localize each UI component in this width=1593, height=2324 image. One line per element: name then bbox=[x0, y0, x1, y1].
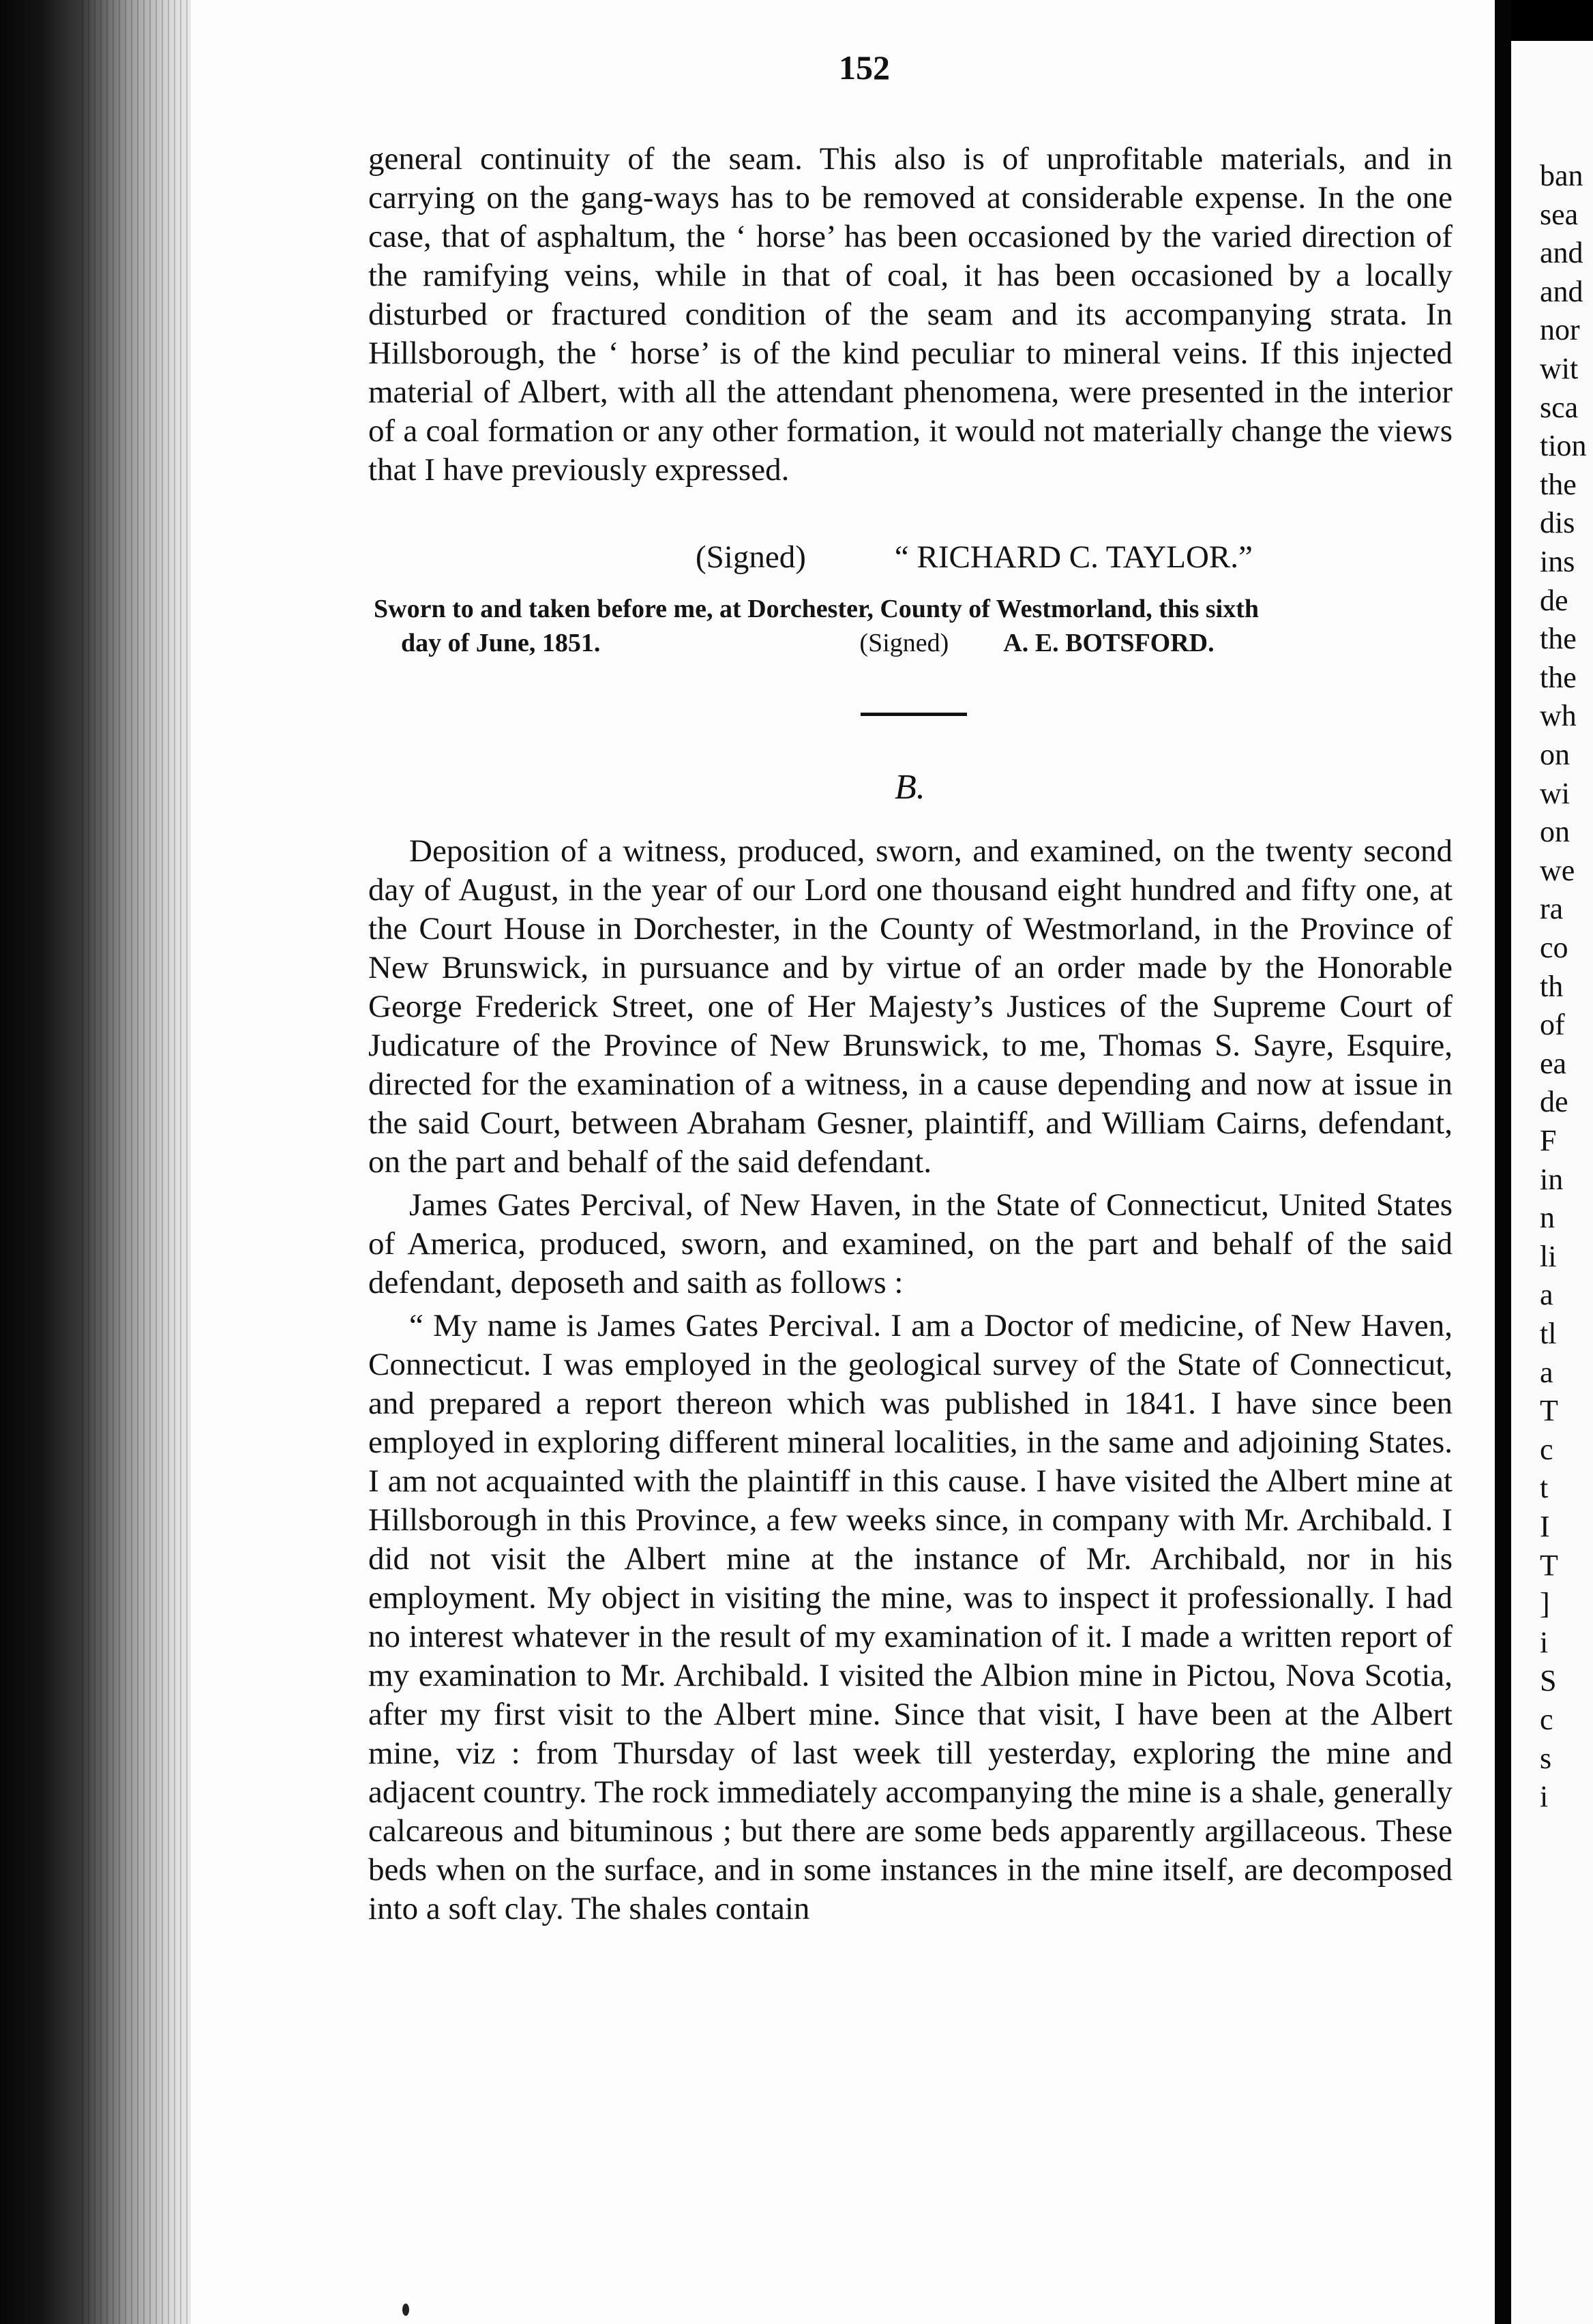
facing-page-line: t bbox=[1540, 1471, 1549, 1505]
testimony-paragraph: “ My name is James Gates Percival. I am a Doctor of medicine, of New Haven, Connecticut. I was employed in the geological survey of the State of Connecticut, and prepared a report thereon which was published in 1841. I have since been employed in exploring different mineral localities, in the same and adjoining States. I am not acquainted with the plaintiff in this cause. I have visited the Albert mine at Hillsborough in this Province, a few weeks since, in company with Mr. Archibald. I did not visit the Albert mine at the instance of Mr. Archibald, nor in his employment. My object in visiting the mine, was to inspect it professionally. I had no interest whatever in the result of my examination of it. I made a written report of my examination to Mr. Archibald. I visited the Albion mine in Pictou, Nova Scotia, after my first visit to the Albert mine. Since that visit, I have been at the Albert mine, viz : from Thursday of last week till yesterday, exploring the mine and adjacent country. The rock immediately accompanying the mine is a shale, generally calcareous and bituminous ; but there are some beds apparently argillaceous. These beds when on the surface, and in some instances in the mine itself, are decomposed into a soft clay. The shales contain bbox=[368, 1308, 1453, 1926]
facing-page-line: n bbox=[1540, 1201, 1555, 1235]
facing-page-line: sca bbox=[1540, 390, 1579, 424]
facing-page-line: wh bbox=[1540, 699, 1577, 733]
facing-page-line: de bbox=[1540, 583, 1568, 617]
facing-page-line: i bbox=[1540, 1625, 1549, 1659]
facing-page-line: on bbox=[1540, 815, 1570, 849]
facing-page-line: wi bbox=[1540, 776, 1570, 810]
ink-speck bbox=[402, 2304, 409, 2316]
facing-page-line: c bbox=[1540, 1432, 1553, 1466]
facing-page-line: de bbox=[1540, 1085, 1568, 1119]
section-divider bbox=[861, 713, 967, 716]
facing-page-shadow bbox=[1495, 0, 1511, 2324]
deposition-body bbox=[368, 832, 1453, 1928]
sworn-signed-label: (Signed) bbox=[859, 629, 949, 657]
facing-page-line: ea bbox=[1540, 1046, 1567, 1080]
facing-page-line: T bbox=[1540, 1548, 1558, 1582]
facing-page-fragment bbox=[1511, 41, 1593, 2324]
facing-page-line: I bbox=[1540, 1510, 1550, 1543]
page-edges bbox=[82, 0, 191, 2324]
top-paragraph: general continuity of the seam. This also is of unprofitable materials, and in carrying on the gang-ways has to be removed at considerable expense. In the one case, that of asphaltum, the ‘ horse’ has been occasioned by the varied direction of the ramifying veins, while in that of coal, it has been occasioned by a locally disturbed or fractured condition of the seam and its accompanying strata. In Hillsborough, the ‘ horse’ is of the kind peculiar to mineral veins. If this injected material of Albert, with all the attendant phenomena, were presented in the interior of a coal formation or any other formation, it would not materially change the views that I have previously expressed. bbox=[368, 141, 1453, 488]
top-paragraph-block bbox=[368, 140, 1453, 535]
sworn-line-2 bbox=[374, 626, 1453, 660]
book-binding-gutter bbox=[0, 0, 205, 2324]
deposition-intro-paragraph: Deposition of a witness, produced, sworn, and examined, on the twenty second day of August, in the year of our Lord one thousand eight hundred and fifty one, at the Court House in Dorchester, in the County of Westmorland, in the Province of New Brunswick, in pursuance and by virtue of an order made by the Honorable George Frederick Street, one of Her Majesty’s Justices of the Supreme Court of Judicature of the Province of New Brunswick, to me, Thomas S. Sayre, Esquire, directed for the examination of a witness, in a cause depending and now at issue in the said Court, between Abraham Gesner, plaintiff, and William Cairns, defendant, on the part and behalf of the said defendant. bbox=[368, 833, 1453, 1180]
signatory-name: “ RICHARD C. TAYLOR.” bbox=[894, 539, 1253, 575]
section-heading-b: B. bbox=[895, 768, 925, 807]
facing-page-line: on bbox=[1540, 738, 1570, 771]
sworn-statement bbox=[374, 592, 1453, 660]
facing-page-line: wit bbox=[1540, 352, 1579, 385]
facing-page-line: dis bbox=[1540, 506, 1575, 540]
facing-page-line: we bbox=[1540, 853, 1575, 887]
facing-page-line: co bbox=[1540, 931, 1568, 964]
witness-intro-paragraph: James Gates Percival, of New Haven, in the State of Connecticut, United States of America, produced, sworn, and examined, on the part and behalf of the said defendant, deposeth and saith as follows : bbox=[368, 1187, 1453, 1300]
facing-page-line: nor bbox=[1540, 313, 1580, 347]
facing-page-line: in bbox=[1540, 1162, 1564, 1196]
facing-page-line: ra bbox=[1540, 892, 1564, 926]
facing-page-line: the bbox=[1540, 660, 1577, 694]
facing-page-line: ] bbox=[1540, 1587, 1550, 1621]
facing-page-line: c bbox=[1540, 1703, 1553, 1736]
facing-page-line: tion bbox=[1540, 429, 1587, 463]
facing-page-line: of bbox=[1540, 1008, 1565, 1042]
facing-page-line: and bbox=[1540, 236, 1583, 270]
sworn-line-1: Sworn to and taken before me, at Dorchester, County of Westmorland, this sixth bbox=[374, 595, 1259, 623]
facing-page-line: the bbox=[1540, 467, 1577, 501]
signed-label: (Signed) bbox=[696, 539, 806, 575]
botsford-name: A. E. BOTSFORD. bbox=[1003, 629, 1215, 657]
facing-page-line: a bbox=[1540, 1355, 1553, 1389]
facing-page-line: S bbox=[1540, 1664, 1557, 1698]
facing-page-line: i bbox=[1540, 1780, 1549, 1814]
facing-page-line: li bbox=[1540, 1239, 1557, 1273]
facing-page-line: and bbox=[1540, 274, 1583, 308]
facing-page-line: th bbox=[1540, 969, 1564, 1003]
sworn-date: day of June, 1851. bbox=[401, 629, 601, 657]
facing-page-line: sea bbox=[1540, 197, 1579, 231]
facing-page-line: ban bbox=[1540, 159, 1583, 192]
page-number: 152 bbox=[839, 48, 890, 87]
facing-page-line: a bbox=[1540, 1278, 1553, 1312]
taylor-signature-line bbox=[696, 539, 1253, 576]
facing-page-line: tl bbox=[1540, 1317, 1557, 1350]
facing-page-line: s bbox=[1540, 1741, 1552, 1775]
facing-page-line: T bbox=[1540, 1394, 1558, 1428]
facing-page-line: F bbox=[1540, 1124, 1557, 1157]
facing-page-line: ins bbox=[1540, 545, 1575, 578]
facing-page-line: the bbox=[1540, 622, 1577, 656]
